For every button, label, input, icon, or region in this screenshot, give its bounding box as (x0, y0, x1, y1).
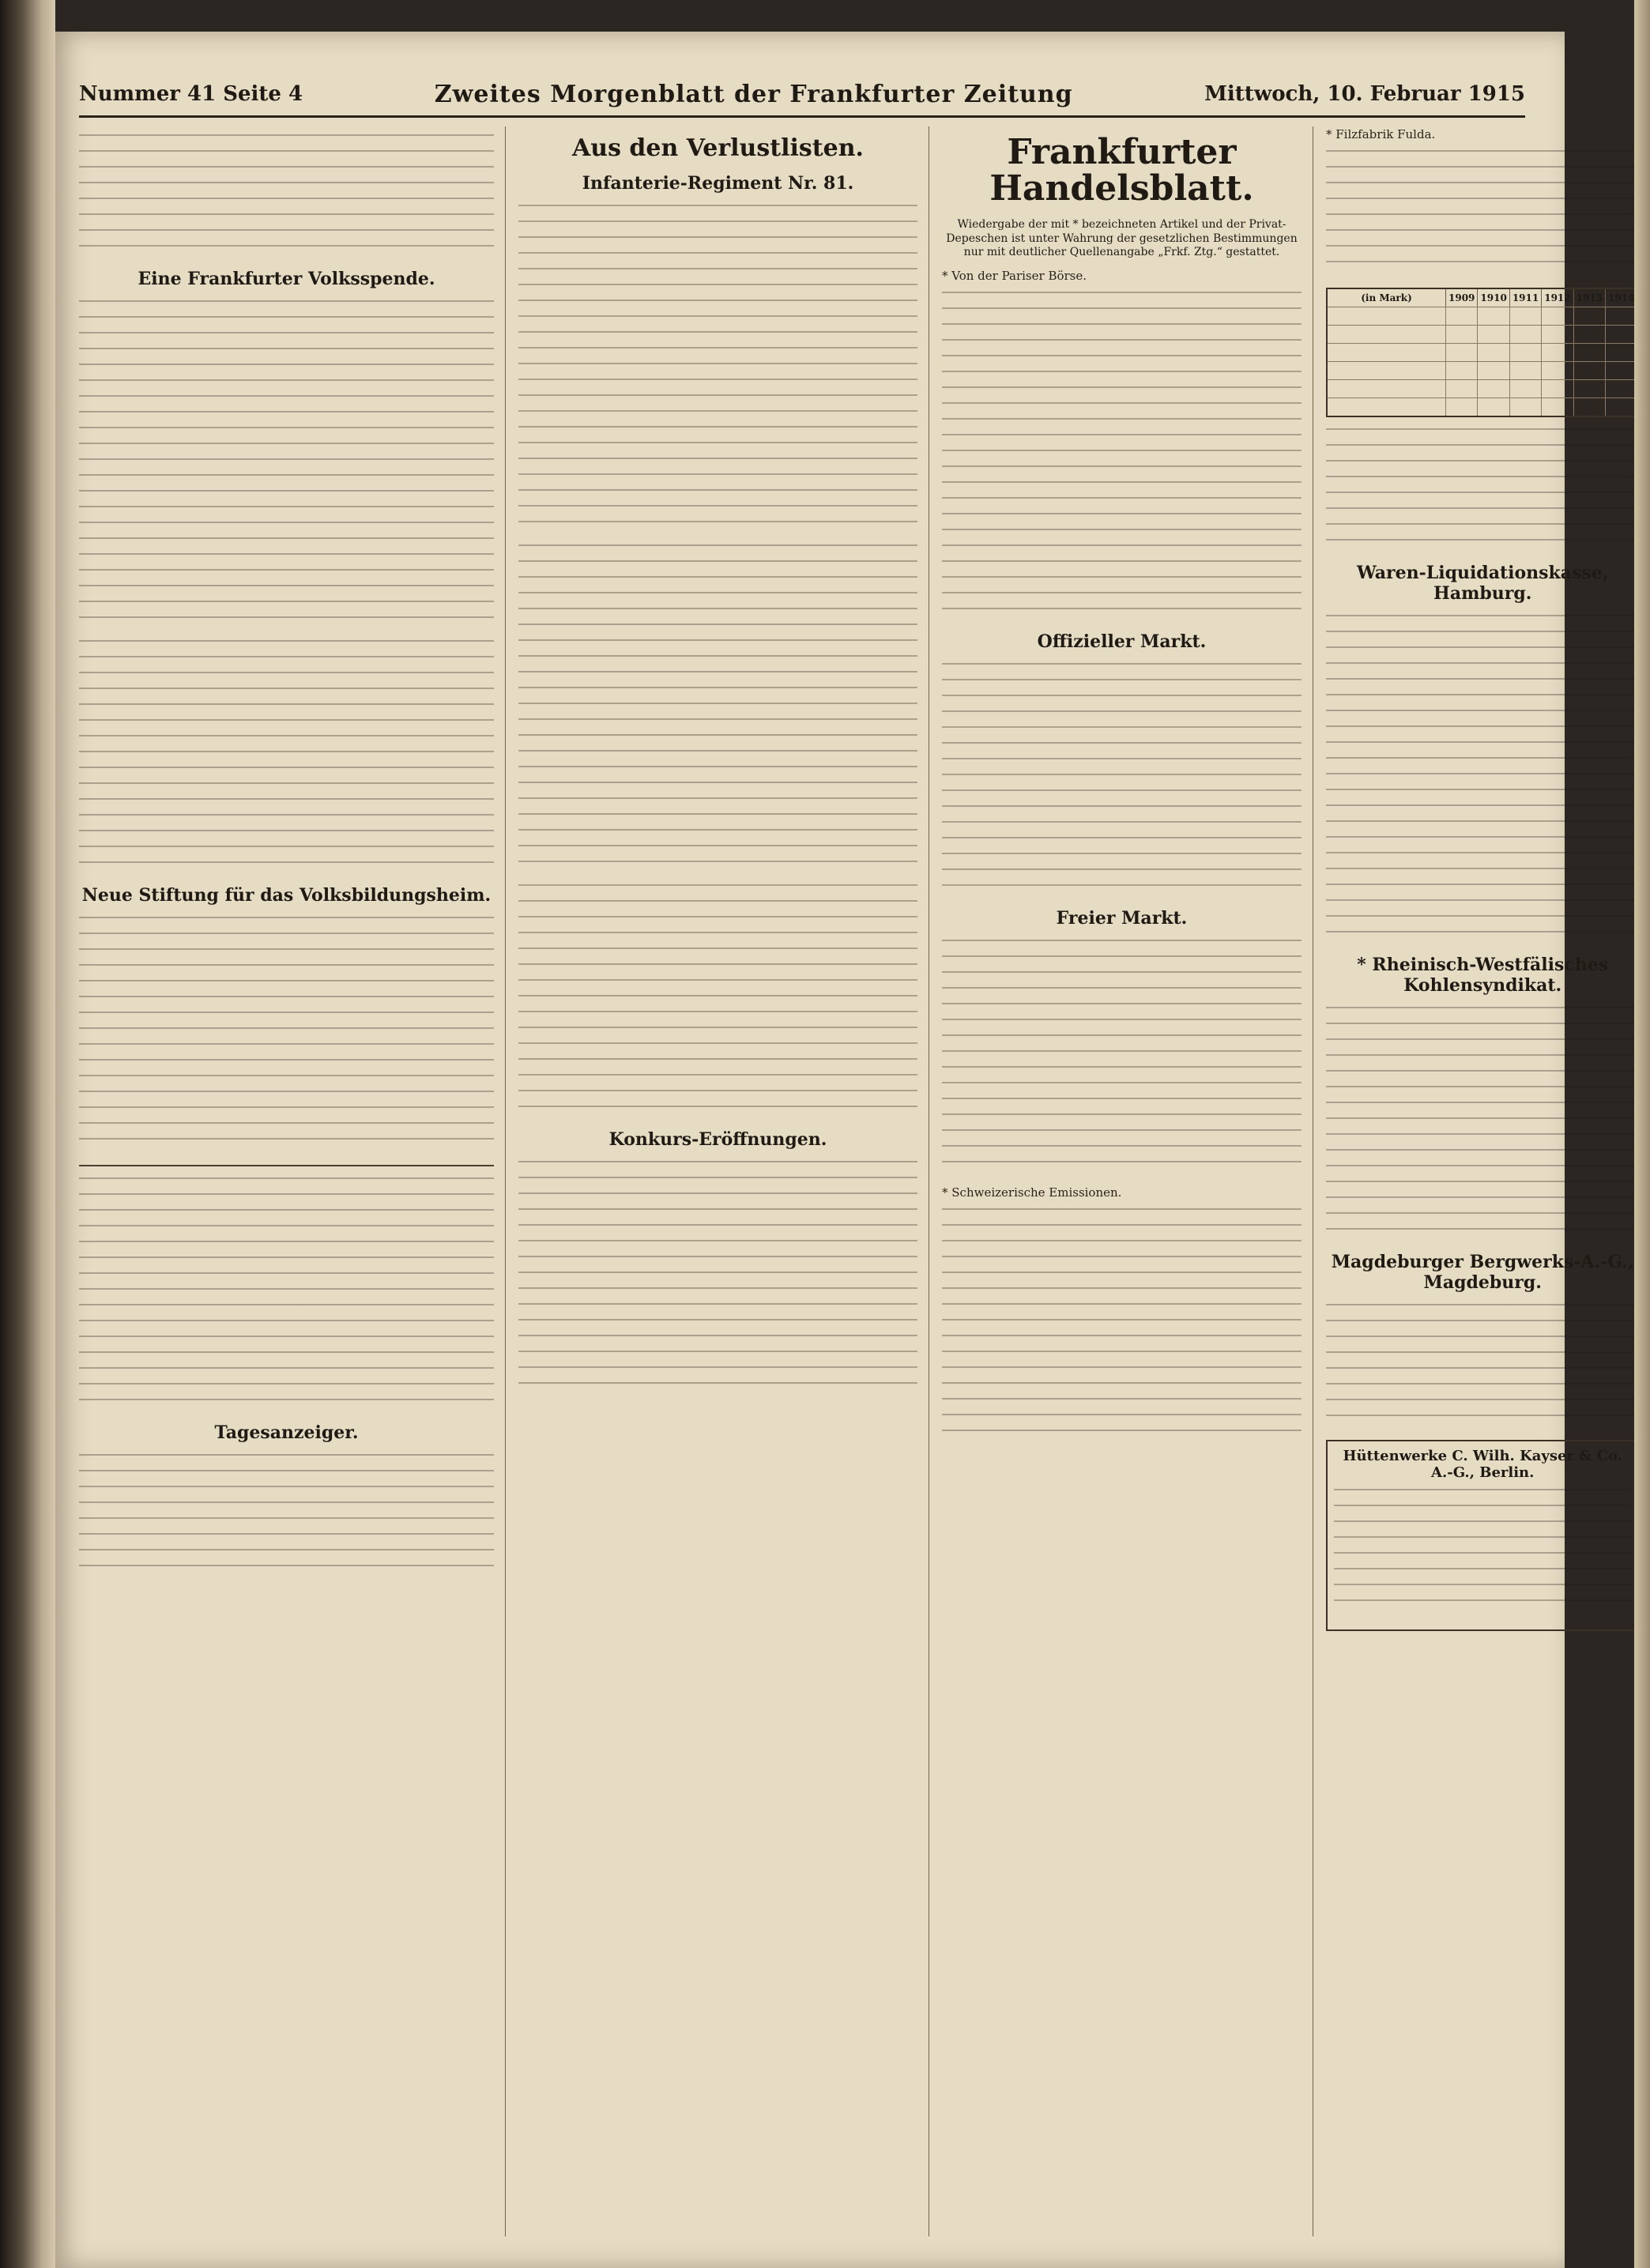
text-block (1326, 1007, 1639, 1244)
section-title: * Rheinisch-Westfälisches Kohlensyndikat. (1357, 955, 1609, 996)
text-block (518, 1161, 917, 1398)
text-block (1334, 1489, 1631, 1615)
financial-table (1326, 288, 1639, 417)
table-row (1328, 325, 1637, 343)
table-row (1328, 361, 1637, 379)
text-block (518, 884, 917, 1121)
text-block (942, 663, 1302, 900)
article-title: * Schweizerische Emissionen. (942, 1185, 1122, 1200)
section-title: Waren-Liquidationskasse, Hamburg. (1356, 563, 1609, 605)
column-1 (79, 126, 506, 2236)
table-year: 1909 (1446, 289, 1478, 307)
headline: Frankfurter Handelsblatt. (989, 132, 1254, 209)
text-block (79, 134, 494, 261)
section-title: Freier Markt. (1056, 908, 1188, 929)
text-block (518, 544, 917, 876)
text-block (79, 1454, 494, 1580)
section-title: Konkurs-Eröffnungen. (608, 1129, 827, 1150)
article-title: * Von der Pariser Börse. (942, 268, 1087, 283)
notice-title: Hüttenwerke C. Wilh. Kayser & Co. A.-G., Berlin. (1343, 1448, 1622, 1482)
table-year: 1913 (1574, 289, 1606, 307)
section-title: Offizieller Markt. (1037, 631, 1207, 653)
text-block (942, 940, 1302, 1177)
table-year: 1912 (1542, 289, 1573, 307)
text-block (942, 1208, 1302, 1445)
header-right: Mittwoch, 10. Februar 1915 (1204, 82, 1525, 106)
table-row (1328, 307, 1637, 325)
headline: Aus den Verlustlisten. (572, 134, 864, 162)
page-edge (1634, 0, 1650, 2268)
text-block (79, 300, 494, 632)
book-spine (0, 0, 55, 2268)
text-block (79, 640, 494, 877)
table-row (1328, 379, 1637, 397)
table-year: 1911 (1510, 289, 1542, 307)
text-block (79, 917, 494, 1154)
divider (79, 1165, 494, 1166)
table-row (1328, 397, 1637, 416)
headline: Eine Frankfurter Volksspende. (138, 269, 435, 289)
headline: Tagesanzeiger. (214, 1422, 359, 1443)
table-year: 1914 (1606, 289, 1637, 307)
page-columns (79, 126, 1635, 2236)
text-block (942, 292, 1302, 624)
text-block (1326, 615, 1639, 947)
section-title: Infanterie-Regiment Nr. 81. (582, 173, 854, 194)
subheadline: Wiedergabe der mit * bezeichneten Artikel und der Privat-Depeschen ist unter Wahrung der gesetzlichen Bestimmungen nur mit deutlicher Quellenangabe „Frkf. Ztg.“ gestattet. (946, 218, 1298, 259)
text-block (1326, 150, 1639, 277)
table-title: (in Mark) (1328, 289, 1446, 307)
section-title: Magdeburger Bergwerks-A.-G., Magdeburg. (1331, 1252, 1634, 1294)
page-header (79, 73, 1525, 118)
table-year: 1910 (1478, 289, 1509, 307)
column-4 (1326, 126, 1650, 2236)
text-block (79, 1177, 494, 1415)
text-block (1326, 1304, 1639, 1430)
column-2 (518, 126, 929, 2236)
header-center: Zweites Morgenblatt der Frankfurter Zeitung (434, 80, 1073, 108)
header-left: Nummer 41 Seite 4 (79, 82, 303, 106)
text-block (1326, 428, 1639, 555)
text-block (518, 205, 917, 537)
headline: Neue Stiftung für das Volksbildungsheim. (81, 885, 492, 906)
company-notice (1326, 1440, 1639, 1631)
newspaper-page (55, 32, 1635, 2268)
article-title: * Filzfabrik Fulda. (1326, 127, 1436, 141)
table-row (1328, 343, 1637, 361)
column-3 (942, 126, 1313, 2236)
